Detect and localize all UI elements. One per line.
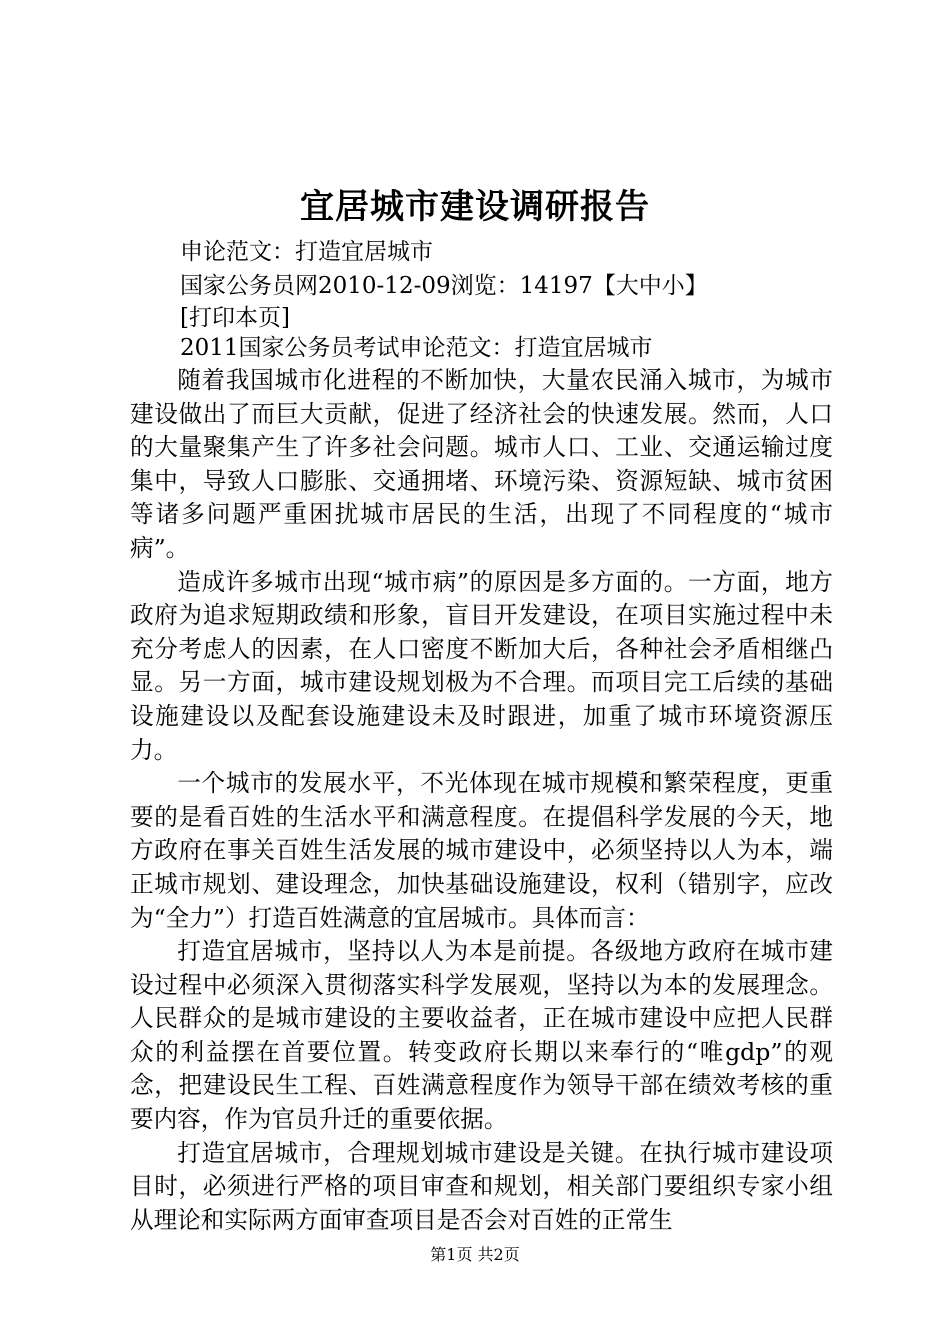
body-paragraph: 打造宜居城市，合理规划城市建设是关键。在执行城市建设项目时，必须进行严格的项目审查和规划，相关部门要组织专家小组从理论和实际两方面审查项目是否会对百姓的正常生 xyxy=(130,1138,833,1234)
meta-line-print: [打印本页] xyxy=(180,305,290,331)
meta-line-subtitle: 申论范文：打造宜居城市 xyxy=(180,239,433,265)
meta-line-source: 国家公务员网2010-12-09浏览：14197【大中小】 xyxy=(180,273,708,299)
meta-line-heading: 2011国家公务员考试申论范文：打造宜居城市 xyxy=(180,335,653,361)
body-paragraph: 随着我国城市化进程的不断加快，大量农民涌入城市，为城市建设做出了而巨大贡献，促进了经济社会的快速发展。然而，人口的大量聚集产生了许多社会问题。城市人口、工业、交通运输过度集中，导致人口膨胀、交通拥堵、环境污染、资源短缺、城市贫困等诸多问题严重困扰城市居民的生活，出现了不同程度的“城市病”。 xyxy=(130,366,833,562)
body-paragraph: 造成许多城市出现“城市病”的原因是多方面的。一方面，地方政府为追求短期政绩和形象，盲目开发建设，在项目实施过程中未充分考虑人的因素，在人口密度不断加大后，各种社会矛盾相继凸显。另一方面，城市建设规划极为不合理。而项目完工后续的基础设施建设以及配套设施建设未及时跟进，加重了城市环境资源压力。 xyxy=(130,567,833,764)
document-body xyxy=(130,364,833,1237)
body-paragraph: 打造宜居城市，坚持以人为本是前提。各级地方政府在城市建设过程中必须深入贯彻落实科学发展观，坚持以为本的发展理念。人民群众的是城市建设的主要收益者，正在城市建设中应把人民群众的利益摆在首要位置。转变政府长期以来奉行的“唯gdp”的观念，把建设民生工程、百姓满意程度作为领导干部在绩效考核的重要内容，作为官员升迁的重要依据。 xyxy=(130,937,833,1134)
body-paragraph: 一个城市的发展水平，不光体现在城市规模和繁荣程度，更重要的是看百姓的生活水平和满意程度。在提倡科学发展的今天，地方政府在事关百姓生活发展的城市建设中，必须坚持以人为本，端正城市规划、建设理念，加快基础设施建设，权利（错别字，应改为“全力”）打造百姓满意的宜居城市。具体而言： xyxy=(130,769,833,932)
document-title: 宜居城市建设调研报告 xyxy=(300,187,650,227)
page-footer: 第1页 共2页 xyxy=(430,1245,520,1264)
